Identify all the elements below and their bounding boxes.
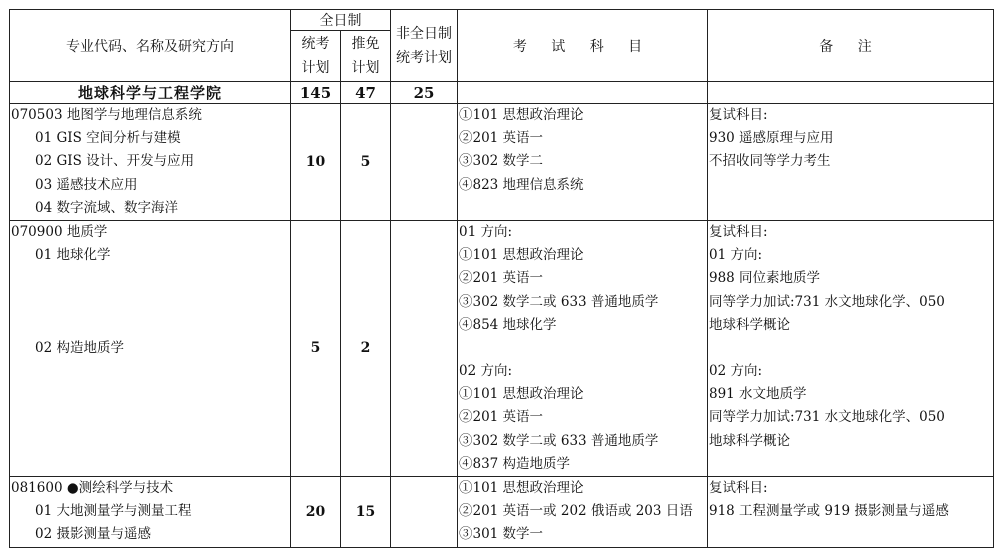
exempt-plan-value: 5 (341, 104, 391, 221)
remarks-cell (708, 477, 994, 548)
exam-item: ②201 英语一 (459, 270, 544, 287)
college-exam-blank (458, 82, 708, 104)
direction-item: 01 大地测量学与测量工程 (35, 503, 192, 520)
exempt-plan-value: 2 (341, 220, 391, 476)
exam-item: ①101 思想政治理论 (459, 247, 584, 264)
header-exam-subjects-label: 考 试 科 目 (512, 38, 653, 55)
header-parttime-line2: 统考计划 (396, 49, 452, 66)
parttime-plan-value (391, 104, 458, 221)
program-major-cell (10, 104, 291, 221)
remark-item: 复试科目: (709, 223, 768, 240)
college-exempt: 47 (341, 82, 391, 104)
exam-item: ③302 数学二或 633 普通地质学 (459, 293, 659, 310)
exam-item: ④823 地理信息系统 (459, 176, 584, 193)
exam-item: ①101 思想政治理论 (459, 107, 584, 123)
exam-item: ②201 英语一 (459, 409, 544, 426)
exam-subjects-cell (458, 477, 708, 548)
header-exam-subjects (458, 10, 708, 82)
program-major-cell (10, 220, 291, 476)
exam-item: ①101 思想政治理论 (459, 480, 584, 496)
college-unified: 145 (291, 82, 341, 104)
direction-item: 01 GIS 空间分析与建模 (35, 130, 181, 147)
exam-item: ③302 数学二或 633 普通地质学 (459, 432, 659, 449)
spacer (11, 291, 290, 314)
direction-item: 01 地球化学 (35, 247, 111, 264)
exam-item: 02 方向: (459, 363, 513, 380)
enrollment-plan-table (9, 9, 994, 548)
remark-item: 地球科学概论 (709, 432, 790, 449)
header-major: 专业代码、名称及研究方向 (10, 10, 291, 82)
remark-item: 复试科目: (709, 480, 768, 496)
remark-item: 918 工程测量学或 919 摄影测量与遥感 (709, 503, 949, 520)
parttime-plan-value (391, 220, 458, 476)
spacer (459, 337, 707, 360)
direction-item: 02 构造地质学 (35, 339, 124, 356)
college-row (10, 82, 994, 104)
exam-item: ④854 地球化学 (459, 316, 557, 333)
remark-item: 01 方向: (709, 247, 763, 264)
college-remark-blank (708, 82, 994, 104)
header-unified-line2: 计划 (301, 60, 330, 76)
spacer (11, 314, 290, 337)
remark-item: 不招收同等学力考生 (709, 153, 831, 170)
exam-item: ②201 英语一或 202 俄语或 203 日语 (459, 503, 693, 520)
exam-item: ③301 数学一 (459, 526, 544, 543)
header-remarks (708, 10, 994, 82)
program-row (10, 477, 994, 548)
parttime-plan-value (391, 477, 458, 548)
spacer (709, 337, 993, 360)
program-row (10, 104, 994, 221)
header-fulltime: 全日制 (291, 10, 391, 31)
major-name: 070503 地图学与地理信息系统 (11, 107, 202, 123)
unified-plan-value: 20 (291, 477, 341, 548)
major-name: 081600 ●测绘科学与技术 (11, 480, 174, 496)
exam-item: ①101 思想政治理论 (459, 386, 584, 403)
exam-subjects-cell (458, 104, 708, 221)
direction-item: 02 GIS 设计、开发与应用 (35, 153, 195, 170)
remark-item: 02 方向: (709, 363, 763, 380)
direction-item: 04 数字流域、数字海洋 (35, 199, 178, 216)
exam-item: ②201 英语一 (459, 130, 544, 147)
exam-item: ③302 数学二 (459, 153, 544, 170)
major-name: 070900 地质学 (11, 223, 108, 240)
remark-item: 同等学力加试:731 水文地球化学、050 (709, 409, 945, 426)
spacer (11, 267, 290, 290)
college-parttime: 25 (391, 82, 458, 104)
exempt-plan-value: 15 (341, 477, 391, 548)
exam-subjects-cell (458, 220, 708, 476)
remark-item: 地球科学概论 (709, 316, 790, 333)
header-parttime-line1: 非全日制 (396, 25, 452, 42)
unified-plan-value: 5 (291, 220, 341, 476)
header-exempt-line1: 推免 (351, 36, 380, 52)
program-row (10, 220, 994, 476)
header-unified-plan (291, 31, 341, 82)
header-parttime (391, 10, 458, 82)
direction-item: 02 摄影测量与遥感 (35, 526, 151, 543)
header-unified-line1: 统考 (301, 36, 330, 52)
remark-item: 891 水文地质学 (709, 386, 807, 403)
exam-item: ④837 构造地质学 (459, 455, 571, 472)
unified-plan-value: 10 (291, 104, 341, 221)
exam-item: 01 方向: (459, 223, 513, 240)
program-major-cell (10, 477, 291, 548)
remark-item: 930 遥感原理与应用 (709, 130, 834, 147)
remarks-cell (708, 104, 994, 221)
college-name: 地球科学与工程学院 (10, 82, 291, 104)
remark-item: 988 同位素地质学 (709, 270, 821, 287)
remarks-cell (708, 220, 994, 476)
remark-item: 同等学力加试:731 水文地球化学、050 (709, 293, 945, 310)
remark-item: 复试科目: (709, 107, 768, 123)
direction-item: 03 遥感技术应用 (35, 176, 138, 193)
header-remarks-label: 备 注 (819, 38, 882, 55)
header-exempt-plan (341, 31, 391, 82)
header-exempt-line2: 计划 (351, 60, 380, 76)
